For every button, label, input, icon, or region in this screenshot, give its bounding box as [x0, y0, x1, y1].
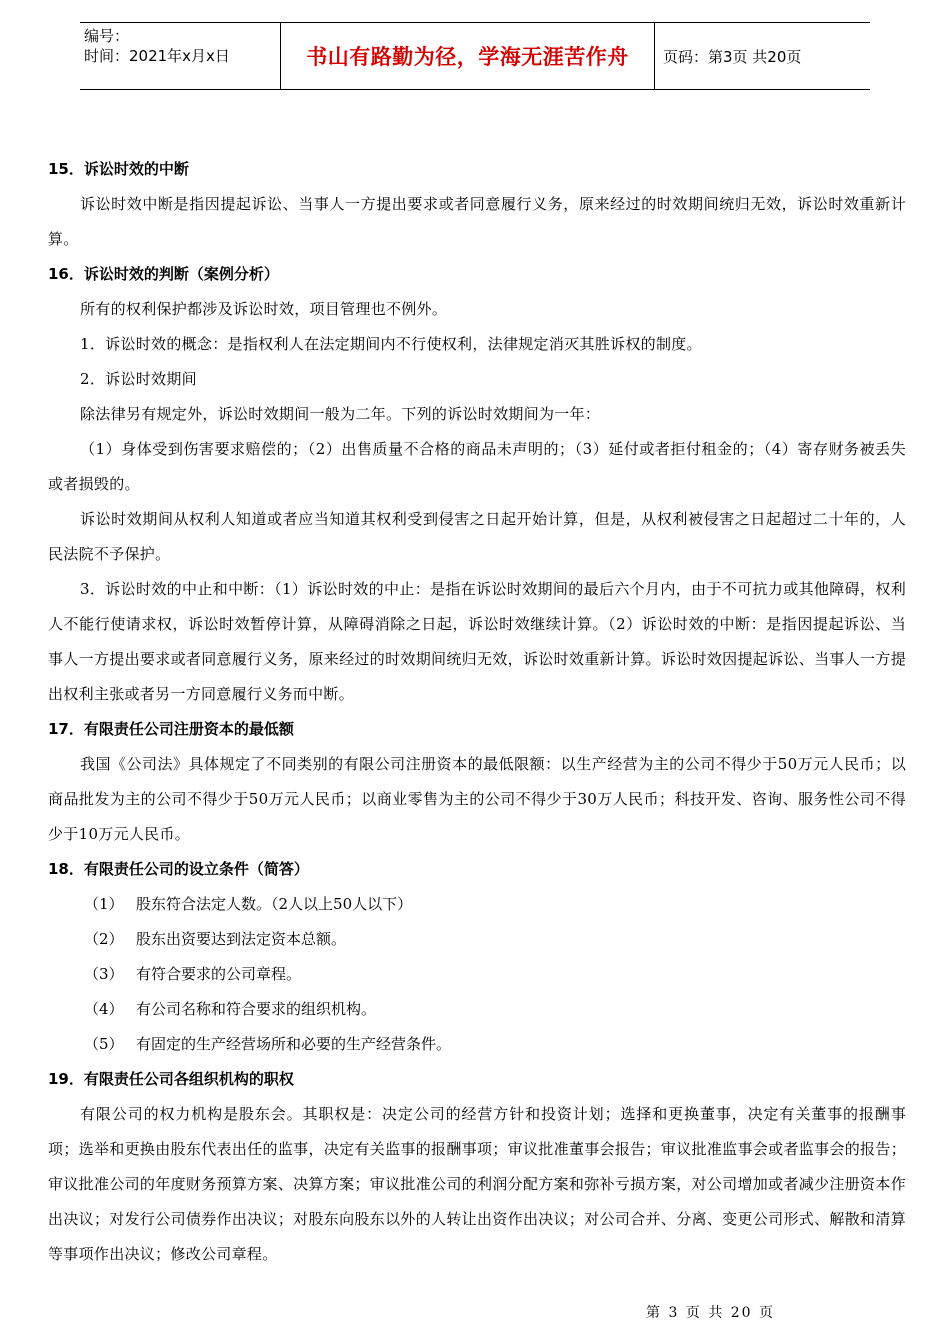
header-left-cell: [80, 23, 281, 89]
paragraph: （1）身体受到伤害要求赔偿的；（2）出售质量不合格的商品未声明的；（3）延付或者拒付租金的；（4）寄存财务被丢失或者损毁的。: [48, 440, 906, 493]
section-heading: 17．有限责任公司注册资本的最低额: [48, 720, 294, 738]
list-item-number: （5）: [84, 1035, 124, 1053]
list-item-number: （4）: [84, 1000, 124, 1018]
list-item: [48, 992, 906, 1027]
header-motto: 书山有路勤为径，学海无涯苦作舟: [281, 23, 655, 89]
section-heading: 18．有限责任公司的设立条件（简答）: [48, 860, 309, 878]
list-item-number: （2）: [84, 930, 124, 948]
paragraph: 所有的权利保护都涉及诉讼时效，项目管理也不例外。: [80, 300, 448, 318]
list-item-number: （1）: [84, 895, 124, 913]
document-body: [48, 152, 906, 1272]
section-heading: 15．诉讼时效的中断: [48, 160, 189, 178]
paragraph: 除法律另有规定外，诉讼时效期间一般为二年。下列的诉讼时效期间为一年：: [80, 405, 601, 423]
section-heading: 16．诉讼时效的判断（案例分析）: [48, 265, 279, 283]
paragraph: 诉讼时效中断是指因提起诉讼、当事人一方提出要求或者同意履行义务，原来经过的时效期间统归无效，诉讼时效重新计算。: [48, 195, 906, 248]
list-item-number: （3）: [84, 965, 124, 983]
header-page-info: 页码：第3页 共20页: [663, 47, 802, 66]
list-item: [48, 887, 906, 922]
list-item-text: 股东出资要达到法定资本总额。: [136, 930, 347, 948]
page-footer: 第 3 页 共 20 页: [646, 1305, 775, 1321]
list-item: [48, 1027, 906, 1062]
number-label: 编号：: [84, 27, 130, 45]
page-header: [80, 22, 870, 90]
list-item: [48, 957, 906, 992]
paragraph: 1．诉讼时效的概念：是指权利人在法定期间内不行使权利，法律规定消灭其胜诉权的制度。: [80, 335, 702, 353]
section-heading: 19．有限责任公司各组织机构的职权: [48, 1070, 294, 1088]
list-item-text: 有公司名称和符合要求的组织机构。: [136, 1000, 377, 1018]
list-item-text: 有固定的生产经营场所和必要的生产经营条件。: [136, 1035, 452, 1053]
paragraph: 有限公司的权力机构是股东会。其职权是：决定公司的经营方针和投资计划；选择和更换董事，决定有关董事的报酬事项；选举和更换由股东代表出任的监事，决定有关监事的报酬事项；审议批准董事会报告；审议批准监事会或者监事会的报告；审议批准公司的年度财务预算方案、决算方案；审议批准公司的利润分配方案和弥补亏损方案，对公司增加或者减少注册资本作出决议；对发行公司债券作出决议；对股东向股东以外的人转让出资作出决议；对公司合并、分离、变更公司形式、解散和清算等事项作出决议；修改公司章程。: [48, 1105, 906, 1263]
time-label: 时间：2021年x月x日: [84, 47, 230, 65]
list-item-text: 股东符合法定人数。（2人以上50人以下）: [136, 895, 413, 913]
list-item-text: 有符合要求的公司章程。: [136, 965, 302, 983]
paragraph: 诉讼时效期间从权利人知道或者应当知道其权利受到侵害之日起开始计算，但是，从权利被侵害之日起超过二十年的，人民法院不予保护。: [48, 510, 906, 563]
list-item: [48, 922, 906, 957]
paragraph: 2．诉讼时效期间: [80, 370, 197, 388]
paragraph: 我国《公司法》具体规定了不同类别的有限公司注册资本的最低限额：以生产经营为主的公司不得少于50万元人民币；以商品批发为主的公司不得少于50万元人民币；以商业零售为主的公司不得少于30万人民币；科技开发、咨询、服务性公司不得少于10万元人民币。: [48, 755, 906, 843]
paragraph: 3．诉讼时效的中止和中断：（1）诉讼时效的中止：是指在诉讼时效期间的最后六个月内，由于不可抗力或其他障碍，权利人不能行使请求权，诉讼时效暂停计算，从障碍消除之日起，诉讼时效继续计算。（2）诉讼时效的中断：是指因提起诉讼、当事人一方提出要求或者同意履行义务，原来经过的时效期间统归无效，诉讼时效重新计算。诉讼时效因提起诉讼、当事人一方提出权利主张或者另一方同意履行义务而中断。: [48, 580, 906, 703]
